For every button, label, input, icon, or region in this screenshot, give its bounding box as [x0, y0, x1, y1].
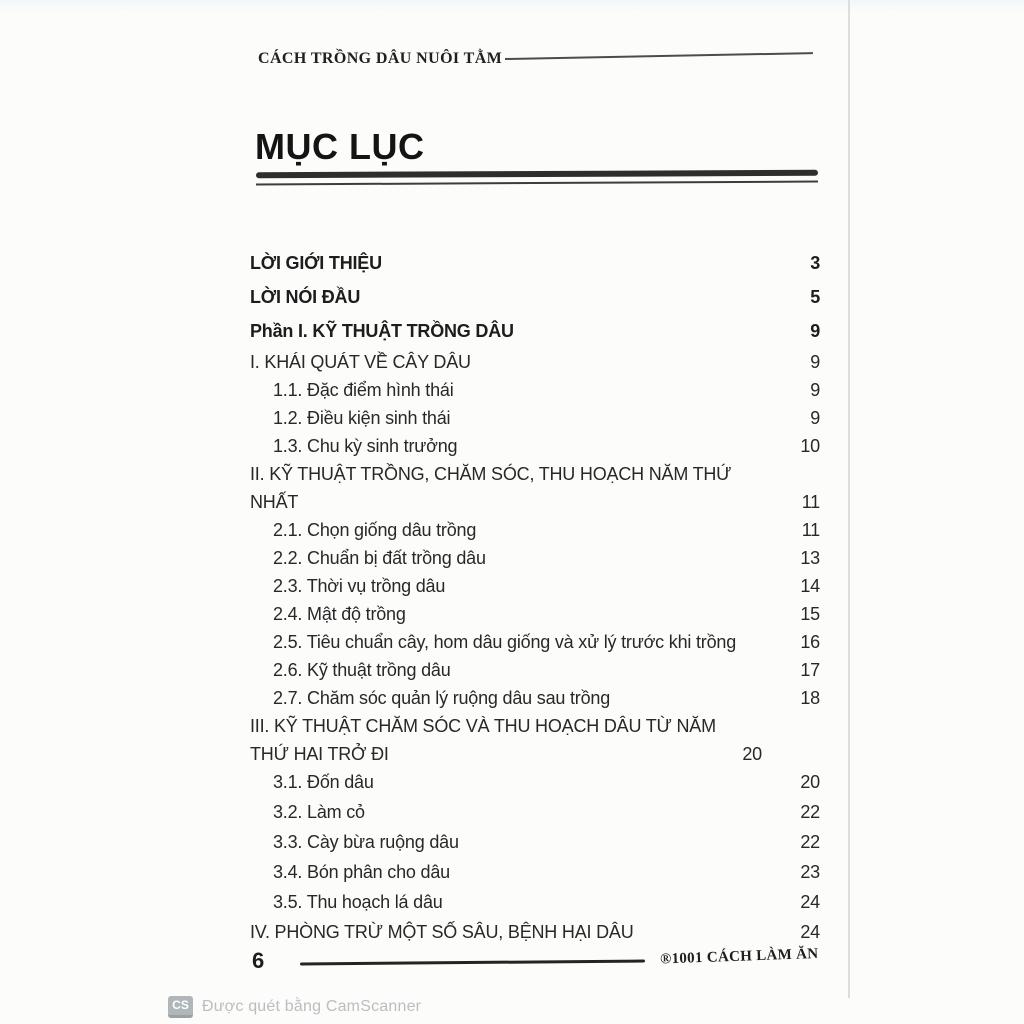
toc-entry: [250, 376, 820, 404]
toc-entry-page: 17: [800, 660, 820, 680]
toc-entry-label: IV. PHÒNG TRỪ MỘT SỐ SÂU, BỆNH HẠI DÂU: [250, 922, 634, 942]
toc-entry: [250, 828, 820, 856]
toc-entry-page: 24: [800, 892, 820, 912]
toc-entry-page: 11: [801, 492, 820, 512]
toc-entry-label: Phần I. KỸ THUẬT TRỒNG DÂU: [250, 321, 514, 341]
toc-entry-label: 3.2. Làm cỏ: [273, 802, 365, 822]
toc-entry-label: 2.6. Kỹ thuật trồng dâu: [273, 660, 451, 680]
toc-entry: [250, 768, 820, 796]
toc-entry-page: 11: [801, 520, 820, 540]
toc-entry: [250, 628, 820, 656]
toc-entry: [250, 249, 820, 277]
toc-entry-label: 1.3. Chu kỳ sinh trưởng: [273, 436, 458, 456]
toc-entry-page: 10: [800, 436, 820, 456]
running-header: CÁCH TRỒNG DÂU NUÔI TẰM: [258, 50, 503, 67]
toc-entry-label: 2.2. Chuẩn bị đất trồng dâu: [273, 548, 486, 568]
page-title: MỤC LỤC: [255, 126, 425, 167]
toc-entry-label: 2.5. Tiêu chuẩn cây, hom dâu giống và xử lý trước khi trồng: [273, 632, 737, 652]
toc-entry-page: 9: [810, 408, 820, 428]
toc-entry: [250, 544, 820, 572]
footer-rule: [300, 959, 645, 965]
toc-entry-label: 3.1. Đốn dâu: [273, 772, 374, 792]
toc-entry-page: 9: [810, 380, 820, 400]
toc-entry-page: 18: [800, 688, 820, 708]
running-header-rule: [505, 52, 813, 60]
toc-entry-label: LỜI GIỚI THIỆU: [250, 253, 382, 273]
toc-entry: [250, 712, 820, 768]
toc-entry-label: 3.4. Bón phân cho dâu: [273, 862, 450, 882]
toc-entry-page: 13: [800, 548, 820, 568]
toc-entry: [250, 600, 820, 628]
toc-entry: [250, 460, 820, 516]
toc-entry-label: I. KHÁI QUÁT VỀ CÂY DÂU: [250, 352, 471, 372]
toc-entry-page: 20: [742, 744, 762, 764]
toc-entry-label: II. KỸ THUẬT TRỒNG, CHĂM SÓC, THU HOẠCH NĂM THỨ NHẤT: [250, 464, 732, 512]
toc-entry: [250, 684, 820, 712]
scan-artifact-band: [0, 0, 1024, 13]
toc-entry-page: 14: [800, 576, 820, 596]
toc-entry-page: 23: [800, 862, 820, 882]
toc-entry: [250, 283, 820, 311]
toc-entry: [250, 572, 820, 600]
toc-entry-page: 9: [810, 352, 820, 372]
title-rule-thin: [256, 181, 818, 186]
toc-entry-page: 20: [800, 772, 820, 792]
folio-page-number: 6: [252, 948, 265, 973]
toc-entry-label: 2.3. Thời vụ trồng dâu: [273, 576, 446, 596]
title-rule-thick: [256, 170, 818, 178]
toc-entry-page: 5: [810, 287, 820, 307]
toc-entry-label: 1.1. Đặc điểm hình thái: [273, 380, 454, 400]
series-imprint: ®1001 CÁCH LÀM ĂN: [659, 946, 819, 968]
toc-entry-page: 3: [810, 253, 820, 273]
toc-entry: [250, 918, 820, 946]
camscanner-text: Được quét bằng CamScanner: [202, 998, 422, 1015]
toc-entry-label: LỜI NÓI ĐẦU: [250, 287, 361, 307]
toc-entry: [250, 317, 820, 345]
toc-entry: [250, 888, 820, 916]
camscanner-watermark: [168, 996, 421, 1018]
toc-entry-page: 15: [800, 604, 820, 624]
toc-entry-page: 16: [800, 632, 820, 652]
toc-entry-page: 22: [800, 832, 820, 852]
toc-entry: [250, 656, 820, 684]
toc-entry-page: 9: [810, 321, 820, 341]
toc-entry: [250, 516, 820, 544]
page-edge-line: [848, 0, 850, 998]
toc-entry: [250, 798, 820, 826]
camscanner-icon: CS: [168, 996, 193, 1018]
toc-entry: [250, 348, 820, 376]
toc-entry-label: 1.2. Điều kiện sinh thái: [273, 408, 451, 428]
toc-entry: [250, 432, 820, 460]
toc-entry-label: 2.7. Chăm sóc quản lý ruộng dâu sau trồng: [273, 688, 611, 708]
toc-entry-page: 22: [800, 802, 820, 822]
toc-entry-page: 24: [800, 922, 820, 942]
toc-entry-label: 3.3. Cày bừa ruộng dâu: [273, 832, 459, 852]
table-of-contents: [250, 249, 820, 948]
toc-entry: [250, 404, 820, 432]
toc-entry-label: 2.1. Chọn giống dâu trồng: [273, 520, 477, 540]
toc-entry-label: 3.5. Thu hoạch lá dâu: [273, 892, 443, 912]
toc-entry-label: III. KỸ THUẬT CHĂM SÓC VÀ THU HOẠCH DÂU TỪ NĂM THỨ HAI TRỞ ĐI: [250, 716, 716, 764]
toc-entry-label: 2.4. Mật độ trồng: [273, 604, 406, 624]
toc-entry: [250, 858, 820, 886]
